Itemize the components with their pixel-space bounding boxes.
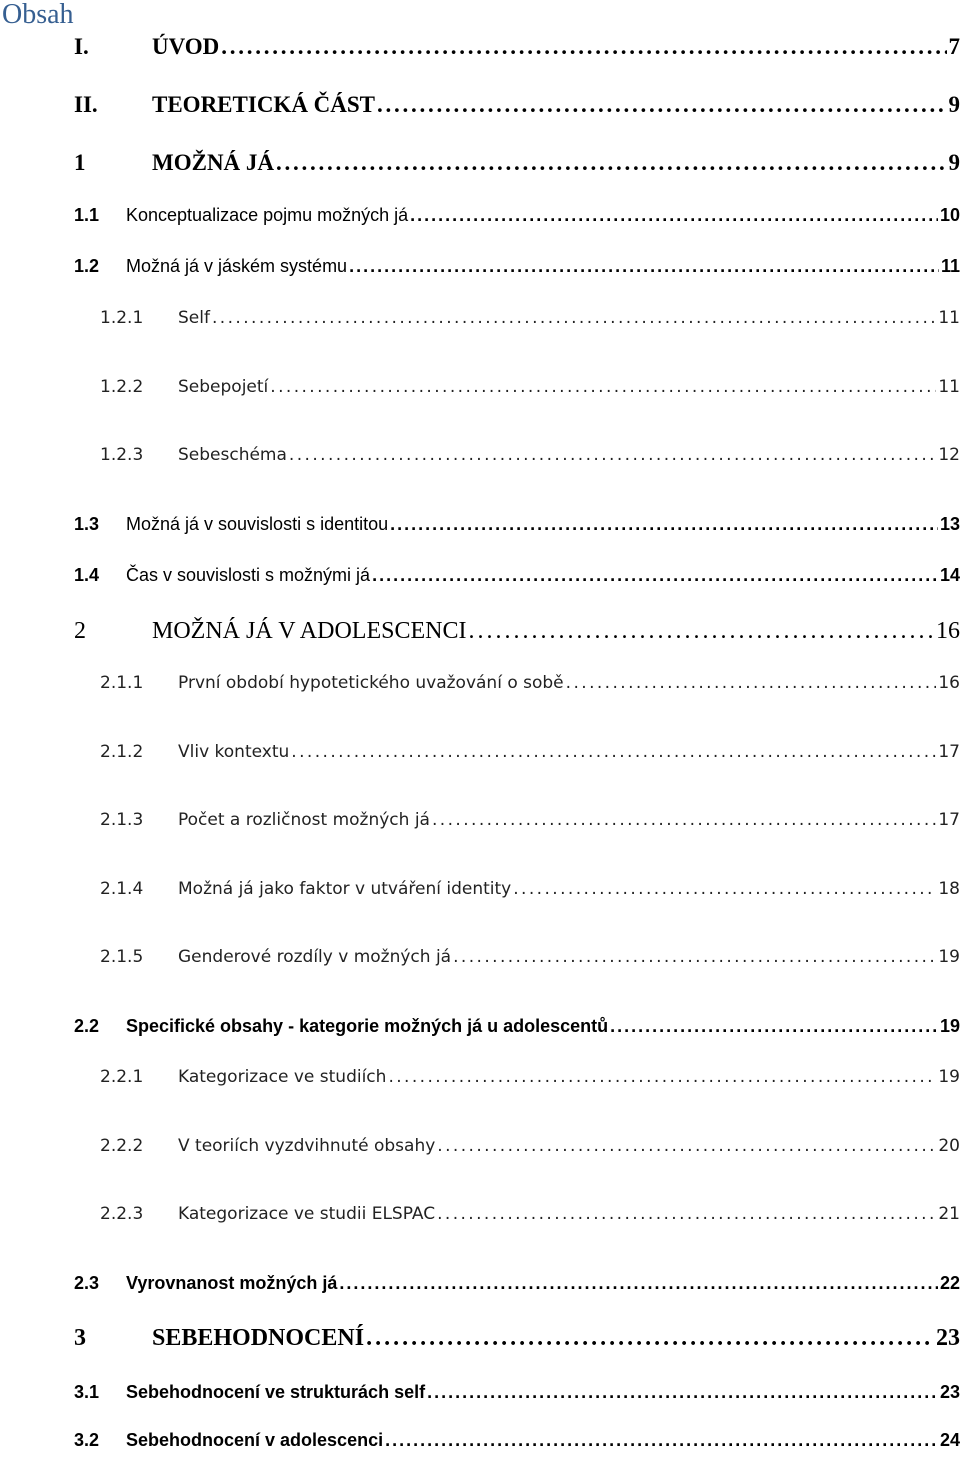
toc-number: 2.1.3 bbox=[100, 810, 178, 830]
toc-entry[interactable] bbox=[74, 1016, 960, 1050]
toc-page: 16 bbox=[936, 618, 960, 645]
toc-page: 13 bbox=[940, 514, 960, 535]
toc-label: Specifické obsahy - kategorie možných já u adolescentů bbox=[126, 1016, 608, 1037]
toc-label: Kategorizace ve studii ELSPAC bbox=[178, 1204, 435, 1224]
toc-entry[interactable] bbox=[74, 1430, 960, 1464]
toc-leader bbox=[270, 377, 936, 397]
toc-label: SEBEHODNOCENÍ bbox=[152, 1325, 364, 1352]
toc-number: 2.2.1 bbox=[100, 1067, 178, 1087]
toc-label: Sebehodnocení ve strukturách self bbox=[126, 1382, 425, 1403]
toc-leader bbox=[385, 1430, 938, 1451]
toc-number: 2.3 bbox=[74, 1273, 126, 1294]
toc-leader bbox=[377, 92, 946, 118]
toc-leader bbox=[468, 618, 934, 645]
toc-page: 17 bbox=[938, 742, 960, 762]
toc-leader bbox=[349, 256, 939, 277]
toc-label: Možná já v souvislosti s identitou bbox=[126, 514, 388, 535]
toc-leader bbox=[276, 150, 946, 176]
toc-label: Self bbox=[178, 308, 210, 328]
toc-label: Čas v souvislosti s možnými já bbox=[126, 565, 370, 586]
toc-number: 2.2 bbox=[74, 1016, 126, 1037]
toc-number: I. bbox=[74, 34, 152, 60]
toc-leader bbox=[339, 1273, 938, 1294]
toc-label: Sebehodnocení v adolescenci bbox=[126, 1430, 383, 1451]
toc-number: 2 bbox=[74, 618, 152, 645]
toc-number: 2.2.2 bbox=[100, 1136, 178, 1156]
toc-leader bbox=[437, 1204, 936, 1224]
toc-entry[interactable] bbox=[100, 742, 960, 776]
toc-page: 12 bbox=[938, 445, 960, 465]
toc-number: 2.1.4 bbox=[100, 879, 178, 899]
toc-leader bbox=[388, 1067, 936, 1087]
toc-number: 1.2.1 bbox=[100, 308, 178, 328]
toc-page: 20 bbox=[938, 1136, 960, 1156]
toc-label: Možná já v jáském systému bbox=[126, 256, 347, 277]
toc-label: Sebepojetí bbox=[178, 377, 268, 397]
toc-number: 1.1 bbox=[74, 205, 126, 226]
toc-label: První období hypotetického uvažování o sobě bbox=[178, 673, 564, 693]
toc-entry[interactable] bbox=[100, 879, 960, 913]
toc-leader bbox=[291, 742, 936, 762]
toc-page: 17 bbox=[938, 810, 960, 830]
toc-page: 11 bbox=[938, 377, 960, 397]
toc-page: 7 bbox=[949, 34, 960, 60]
toc-number: 2.1.5 bbox=[100, 947, 178, 967]
toc-leader bbox=[432, 810, 936, 830]
toc-entry[interactable] bbox=[74, 92, 960, 126]
toc-page: 23 bbox=[936, 1325, 960, 1352]
toc-entry[interactable] bbox=[74, 150, 960, 184]
toc-entry[interactable] bbox=[100, 1204, 960, 1238]
toc-title: Obsah bbox=[2, 0, 74, 32]
toc-label: Kategorizace ve studiích bbox=[178, 1067, 386, 1087]
toc-entry[interactable] bbox=[100, 947, 960, 981]
toc-entry[interactable] bbox=[100, 673, 960, 707]
toc-entry[interactable] bbox=[74, 205, 960, 239]
toc-entry[interactable] bbox=[100, 1067, 960, 1101]
toc-number: 1.3 bbox=[74, 514, 126, 535]
toc-leader bbox=[289, 445, 936, 465]
toc-number: II. bbox=[74, 92, 152, 118]
toc-leader bbox=[390, 514, 938, 535]
toc-number: 1.2 bbox=[74, 256, 126, 277]
toc-label: ÚVOD bbox=[152, 34, 219, 60]
toc-leader bbox=[212, 308, 936, 328]
toc-page: 14 bbox=[940, 565, 960, 586]
toc-entry[interactable] bbox=[74, 256, 960, 290]
toc-number: 1.4 bbox=[74, 565, 126, 586]
toc-number: 1 bbox=[74, 150, 152, 176]
toc-label: Vyrovnanost možných já bbox=[126, 1273, 337, 1294]
toc-number: 3.2 bbox=[74, 1430, 126, 1451]
toc-entry[interactable] bbox=[100, 445, 960, 479]
toc-entry[interactable] bbox=[100, 377, 960, 411]
toc-entry[interactable] bbox=[74, 618, 960, 652]
toc-label: V teoriích vyzdvihnuté obsahy bbox=[178, 1136, 435, 1156]
toc-page: 19 bbox=[938, 1067, 960, 1087]
toc-page: 24 bbox=[940, 1430, 960, 1451]
toc-leader bbox=[410, 205, 938, 226]
toc-number: 2.2.3 bbox=[100, 1204, 178, 1224]
toc-leader bbox=[437, 1136, 936, 1156]
toc-leader bbox=[453, 947, 936, 967]
toc-label: MOŽNÁ JÁ V ADOLESCENCI bbox=[152, 618, 466, 645]
toc-page: 22 bbox=[940, 1273, 960, 1294]
toc-page: 11 bbox=[938, 308, 960, 328]
toc-label: Konceptualizace pojmu možných já bbox=[126, 205, 408, 226]
toc-entry[interactable] bbox=[74, 565, 960, 599]
toc-entry[interactable] bbox=[74, 1273, 960, 1307]
toc-page: 10 bbox=[940, 205, 960, 226]
toc-leader bbox=[372, 565, 938, 586]
toc-entry[interactable] bbox=[74, 34, 960, 68]
toc-label: Sebeschéma bbox=[178, 445, 287, 465]
toc-entry[interactable] bbox=[100, 1136, 960, 1170]
toc-page: 16 bbox=[938, 673, 960, 693]
toc-number: 3 bbox=[74, 1325, 152, 1352]
toc-leader bbox=[221, 34, 946, 60]
toc-number: 3.1 bbox=[74, 1382, 126, 1403]
toc-label: MOŽNÁ JÁ bbox=[152, 150, 274, 176]
toc-page: 21 bbox=[938, 1204, 960, 1224]
toc-entry[interactable] bbox=[74, 1325, 960, 1359]
toc-leader bbox=[610, 1016, 938, 1037]
toc-label: TEORETICKÁ ČÁST bbox=[152, 92, 375, 118]
toc-number: 2.1.2 bbox=[100, 742, 178, 762]
toc-leader bbox=[566, 673, 937, 693]
toc-page: 9 bbox=[949, 92, 960, 118]
toc-page: 18 bbox=[938, 879, 960, 899]
toc-label: Počet a rozličnost možných já bbox=[178, 810, 430, 830]
toc-label: Možná já jako faktor v utváření identity bbox=[178, 879, 511, 899]
toc-page: 19 bbox=[938, 947, 960, 967]
toc-number: 1.2.2 bbox=[100, 377, 178, 397]
toc-page: 23 bbox=[940, 1382, 960, 1403]
toc-entry[interactable] bbox=[74, 514, 960, 548]
toc-page: 19 bbox=[940, 1016, 960, 1037]
toc-entry[interactable] bbox=[100, 308, 960, 342]
toc-label: Genderové rozdíly v možných já bbox=[178, 947, 451, 967]
toc-entry[interactable] bbox=[100, 810, 960, 844]
toc-number: 1.2.3 bbox=[100, 445, 178, 465]
toc-entry[interactable] bbox=[74, 1382, 960, 1416]
toc-page: 11 bbox=[941, 256, 960, 277]
toc-leader bbox=[366, 1325, 934, 1352]
toc-number: 2.1.1 bbox=[100, 673, 178, 693]
toc-label: Vliv kontextu bbox=[178, 742, 289, 762]
toc-page: 9 bbox=[949, 150, 960, 176]
toc-leader bbox=[513, 879, 936, 899]
toc-leader bbox=[427, 1382, 938, 1403]
